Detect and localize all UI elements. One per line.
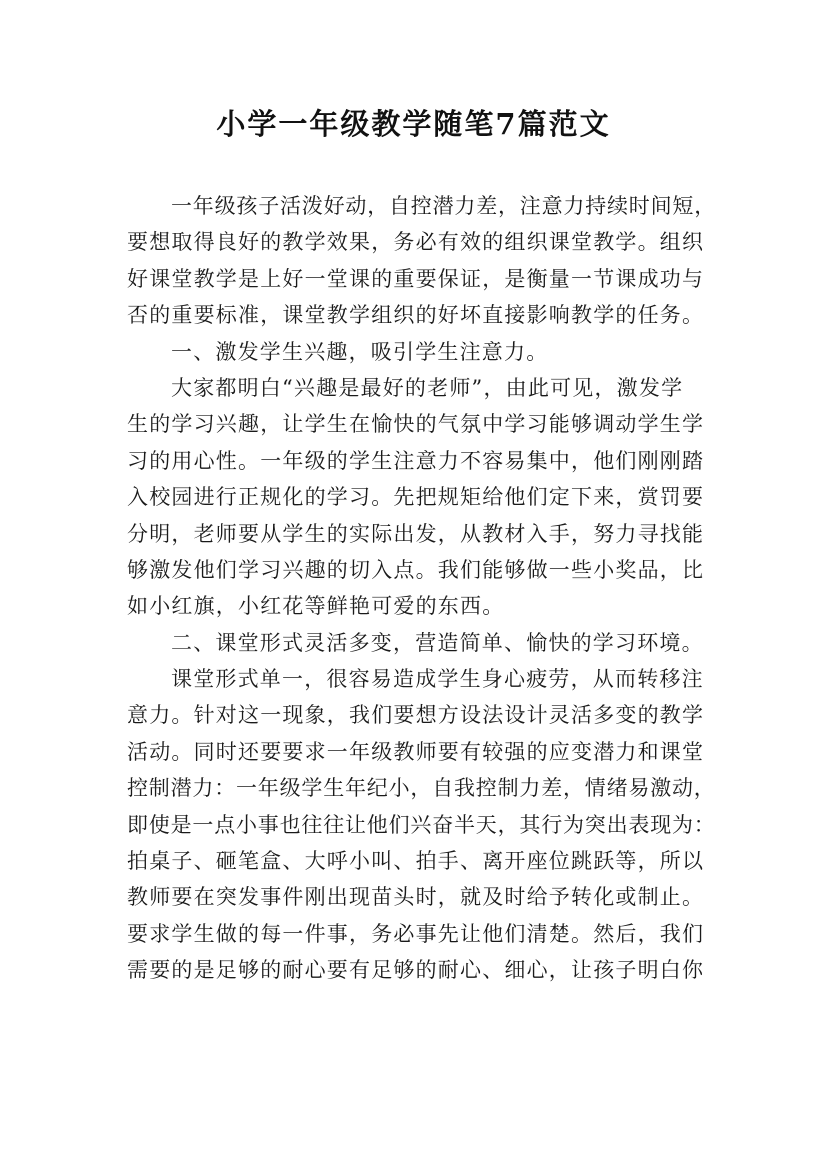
text-line: 习的用心性。一年级的学生注意力不容易集中，他们刚刚踏 xyxy=(127,448,705,473)
text-line: 一、激发学生兴趣，吸引学生注意力。 xyxy=(171,339,549,364)
text-line: 好课堂教学是上好一堂课的重要保证，是衡量一节课成功与 xyxy=(127,266,705,291)
text-line: 如小红旗，小红花等鲜艳可爱的东西。 xyxy=(127,594,505,619)
text-line: 一年级孩子活泼好动，自控潜力差，注意力持续时间短， xyxy=(171,194,716,218)
text-line: 入校园进行正规化的学习。先把规矩给他们定下来，赏罚要 xyxy=(127,485,705,510)
text-line: 生的学习兴趣，让学生在愉快的气氛中学习能够调动学生学 xyxy=(127,412,705,437)
text-line: 拍桌子、砸笔盒、大呼小叫、拍手、离开座位跳跃等，所以 xyxy=(127,849,705,874)
text-line: 大家都明白“兴趣是最好的老师”，由此可见，激发学 xyxy=(171,375,684,400)
text-line: 够激发他们学习兴趣的切入点。我们能够做一些小奖品，比 xyxy=(127,557,705,582)
text-line: 控制潜力：一年级学生年纪小，自我控制力差，情绪易激动， xyxy=(127,776,716,801)
document-body xyxy=(127,188,717,989)
text-line: 分明，老师要从学生的实际出发，从教材入手，努力寻找能 xyxy=(127,521,705,546)
text-line: 否的重要标准，课堂教学组织的好坏直接影响教学的任务。 xyxy=(127,303,705,328)
text-line: 课堂形式单一，很容易造成学生身心疲劳，从而转移注 xyxy=(171,667,704,692)
text-line: 要求学生做的每一件事，务必事先让他们清楚。然后，我们 xyxy=(127,921,705,946)
text-line: 二、课堂形式灵活多变，营造简单、愉快的学习环境。 xyxy=(171,630,704,655)
document-title: 小学一年级教学随笔7篇范文 xyxy=(216,107,611,141)
text-line: 意力。针对这一现象，我们要想方设法设计灵活多变的教学 xyxy=(127,703,705,728)
text-line: 要想取得良好的教学效果，务必有效的组织课堂教学。组织 xyxy=(127,230,705,255)
text-line: 教师要在突发事件刚出现苗头时，就及时给予转化或制止。 xyxy=(127,885,705,910)
text-line: 活动。同时还要要求一年级教师要有较强的应变潜力和课堂 xyxy=(127,739,705,764)
text-line: 即使是一点小事也往往让他们兴奋半天，其行为突出表现为： xyxy=(127,812,716,837)
text-line: 需要的是足够的耐心要有足够的耐心、细心，让孩子明白你 xyxy=(127,958,705,983)
